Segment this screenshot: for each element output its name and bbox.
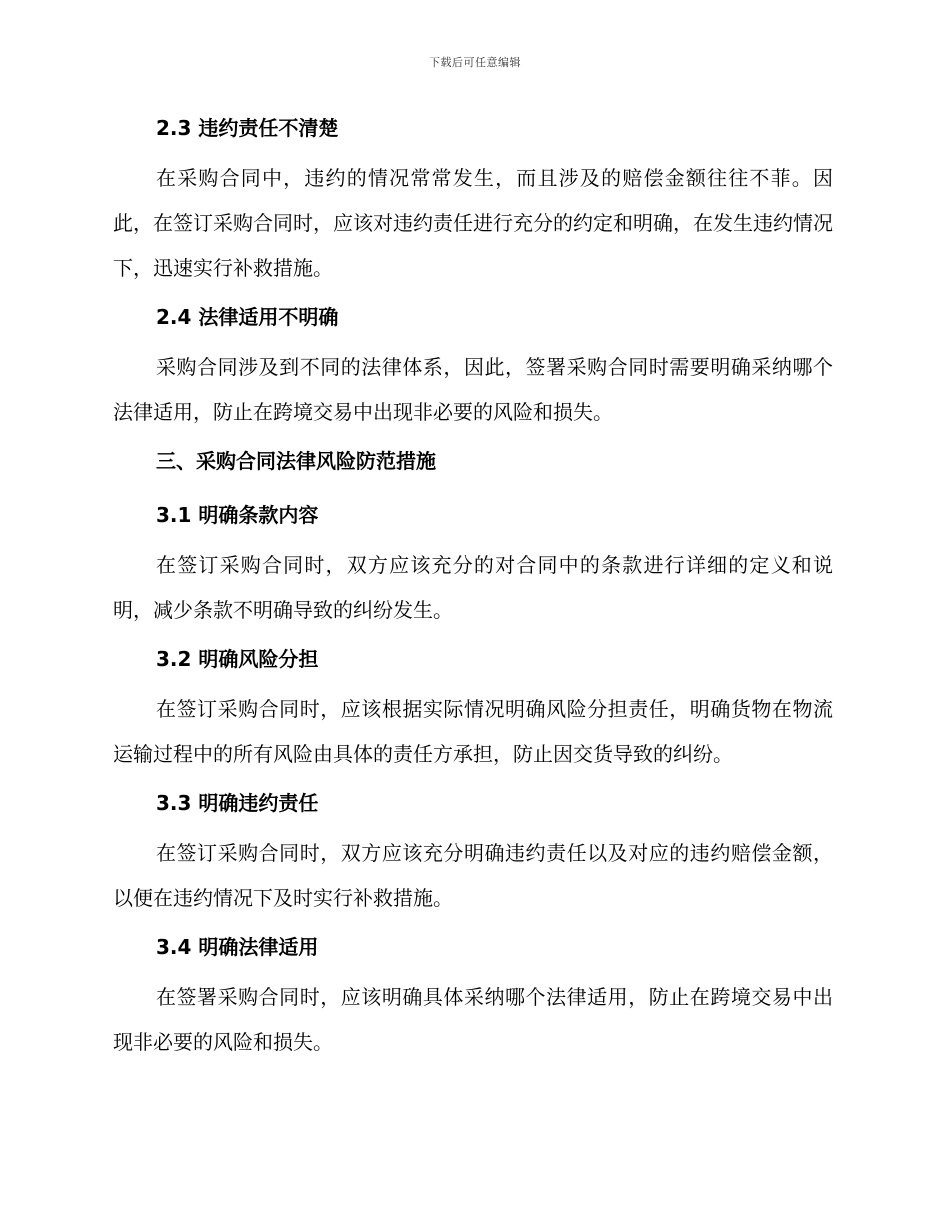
heading-2-4: 2.4 法律适用不明确 — [156, 305, 339, 329]
heading-3-4: 3.4 明确法律适用 — [156, 935, 319, 959]
document-body — [113, 110, 833, 1073]
section-title-3: 三、采购合同法律风险防范措施 — [156, 449, 436, 473]
paragraph-2-3: 在采购合同中，违约的情况常常发生，而且涉及的赔偿金额往往不菲。因此，在签订采购合同时，应该对违约责任进行充分的约定和明确，在发生违约情况下，迅速实行补救措施。 — [113, 166, 833, 280]
heading-3-2: 3.2 明确风险分担 — [156, 647, 319, 671]
paragraph-3-4: 在签署采购合同时，应该明确具体采纳哪个法律适用，防止在跨境交易中出现非必要的风险和损失。 — [113, 985, 833, 1054]
paragraph-3-3: 在签订采购合同时，双方应该充分明确违约责任以及对应的违约赔偿金额，以便在违约情况下及时实行补救措施。 — [113, 841, 833, 910]
paragraph-2-4: 采购合同涉及到不同的法律体系，因此，签署采购合同时需要明确采纳哪个法律适用，防止在跨境交易中出现非必要的风险和损失。 — [113, 355, 833, 424]
paragraph-3-1: 在签订采购合同时，双方应该充分的对合同中的条款进行详细的定义和说明，减少条款不明确导致的纠纷发生。 — [113, 553, 833, 622]
heading-3-3: 3.3 明确违约责任 — [156, 791, 319, 815]
page-header-note: 下载后可任意编辑 — [429, 56, 521, 69]
heading-3-1: 3.1 明确条款内容 — [156, 503, 319, 527]
paragraph-3-2: 在签订采购合同时，应该根据实际情况明确风险分担责任，明确货物在物流运输过程中的所有风险由具体的责任方承担，防止因交货导致的纠纷。 — [113, 697, 833, 766]
heading-2-3: 2.3 违约责任不清楚 — [156, 116, 339, 140]
